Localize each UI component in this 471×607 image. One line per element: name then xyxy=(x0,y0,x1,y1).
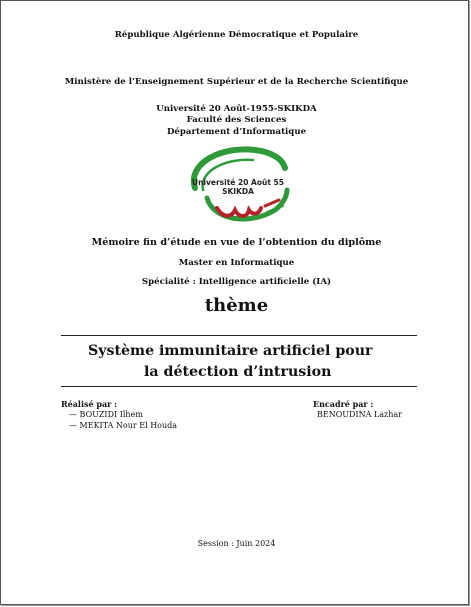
ministry-heading: Ministère de l’Enseignement Supérieur et de la Recherche Scientifique xyxy=(64,77,409,87)
degree-name: Master en Informatique xyxy=(178,258,295,268)
republic-heading: République Algérienne Démocratique et Populaire xyxy=(114,30,359,40)
thesis-title-line-1: Système immunitaire artificiel pour xyxy=(88,343,373,359)
title-top-rule xyxy=(61,335,417,336)
memoire-purpose: Mémoire fin d’étude en vue de l’obtention du diplôme xyxy=(91,237,382,248)
logo-text-university: Université 20 Août 55 xyxy=(192,178,284,187)
encadre-label: Encadré par : xyxy=(313,399,374,409)
faculty-name: Faculté des Sciences xyxy=(186,115,287,125)
department-name: Département d’Informatique xyxy=(166,127,307,137)
realise-label: Réalisé par : xyxy=(61,399,118,409)
author-1: — BOUZIDI Ilhem xyxy=(69,410,143,419)
thesis-title-line-2: la détection d’intrusion xyxy=(144,364,332,380)
supervisor-name: BENOUDINA Lazhar xyxy=(317,410,402,419)
university-name: Université 20 Août-1955-SKIKDA xyxy=(156,104,317,114)
session-date: Session : Juin 2024 xyxy=(197,539,276,548)
author-2: — MEKITA Nour El Houda xyxy=(69,421,178,430)
title-bottom-rule xyxy=(61,386,417,387)
theme-label: thème xyxy=(204,295,269,316)
logo-text-city: SKIKDA xyxy=(222,187,254,196)
university-logo xyxy=(183,146,293,228)
specialty-name: Spécialité : Intelligence artificielle (IA) xyxy=(141,277,332,287)
